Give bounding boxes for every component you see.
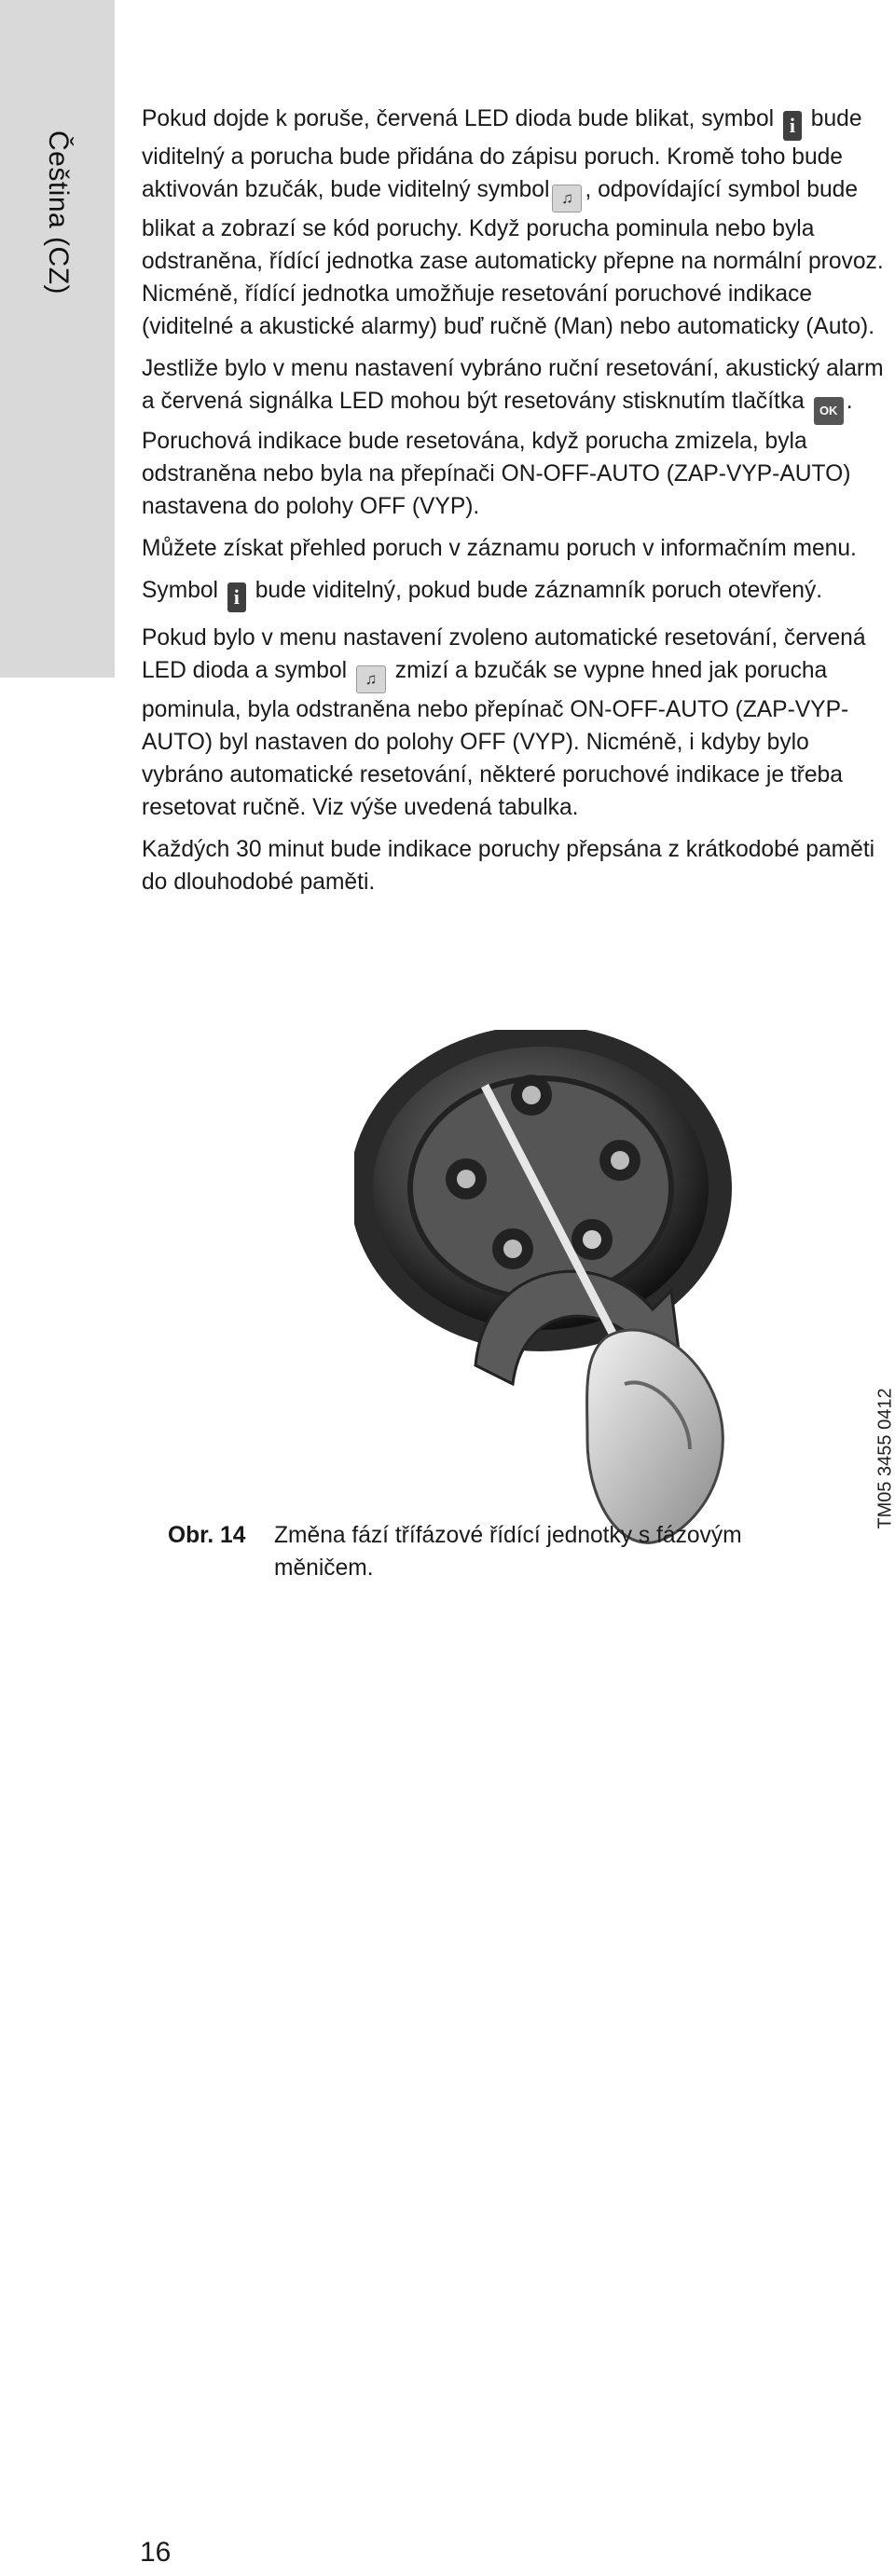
paragraph-auto-reset (142, 622, 888, 824)
info-icon: i (783, 111, 802, 141)
p5-text-b: zmizí a bzučák se vypne hned jak porucha pominula, byla odstraněna nebo přepínač ON-OFF-AUTO (ZAP-VYP-AUTO) byl nastaven do polohy OFF (VYP). Nicméně, i kdyby bylo vybráno automatické resetování, některé poruchové indikace je třeba resetovat ručně. Viz výše uvedená tabulka. (142, 658, 849, 820)
p2-text-a: Jestliže bylo v menu nastavení vybráno ruční resetování, akustický alarm a červená signálka LED mohou být resetovány stisknutím tlačítka (142, 356, 884, 414)
ok-button-icon: OK (814, 397, 844, 425)
figure-phase-connector (354, 1030, 755, 1561)
p1-text-a: Pokud dojde k poruše, červená LED dioda bude blikat, symbol (142, 106, 775, 131)
paragraph-memory: Každých 30 minut bude indikace poruchy přepsána z krátkodobé paměti do dlouhodobé paměti. (142, 837, 875, 895)
paragraph-log-symbol (142, 574, 888, 612)
info-icon: i (227, 582, 246, 612)
caption-text: Změna fází třífázové řídící jednotky s fázovým měničem. (274, 1523, 742, 1581)
page-number: 16 (140, 2537, 172, 2568)
p2-text-b: . Poruchová indikace bude resetována, když porucha zmizela, byla odstraněna nebo byla na přepínači ON-OFF-AUTO (ZAP-VYP-AUTO) nastavena do polohy OFF (VYP). (142, 389, 853, 519)
p4-text-a: Symbol (142, 578, 219, 603)
p4-text-b: bude viditelný, pokud bude záznamník poruch otevřený. (255, 578, 823, 603)
paragraph-manual-reset (142, 352, 888, 523)
main-content (142, 103, 888, 908)
bell-icon: ♫ (356, 665, 386, 693)
language-side-tab (0, 0, 115, 678)
p1-text-c: , odpovídající symbol bude blikat a zobrazí se kód poruchy. Když porucha pominula nebo byla odstraněna, řídící jednotka zase automaticky přepne na normální provoz. Nicméně, řídící jednotka umožňuje resetování poruchové indikace (viditelné a akustické alarmy) buď ručně (Man) nebo automaticky (Auto). (142, 177, 884, 339)
language-tab-label: Čeština (CZ) (43, 130, 74, 295)
paragraph-fault-log: Můžete získat přehled poruch v záznamu poruch v informačním menu. (142, 536, 857, 561)
caption-label: Obr. 14 (168, 1523, 246, 1548)
bell-icon: ♫ (552, 185, 582, 212)
figure-code: TM05 3455 0412 (874, 1388, 895, 1529)
p1-text-b: bude viditelný a porucha bude přidána do zápisu poruch. Kromě toho bude aktivován bzučák, bude viditelný symbol (142, 106, 862, 202)
paragraph-fault-indication (142, 103, 888, 343)
p5-text-a: Pokud bylo v menu nastavení zvoleno automatické resetování, červená LED dioda a symbol (142, 625, 866, 683)
figure-caption (168, 1519, 839, 1584)
phase-connector-image (354, 1030, 755, 1561)
